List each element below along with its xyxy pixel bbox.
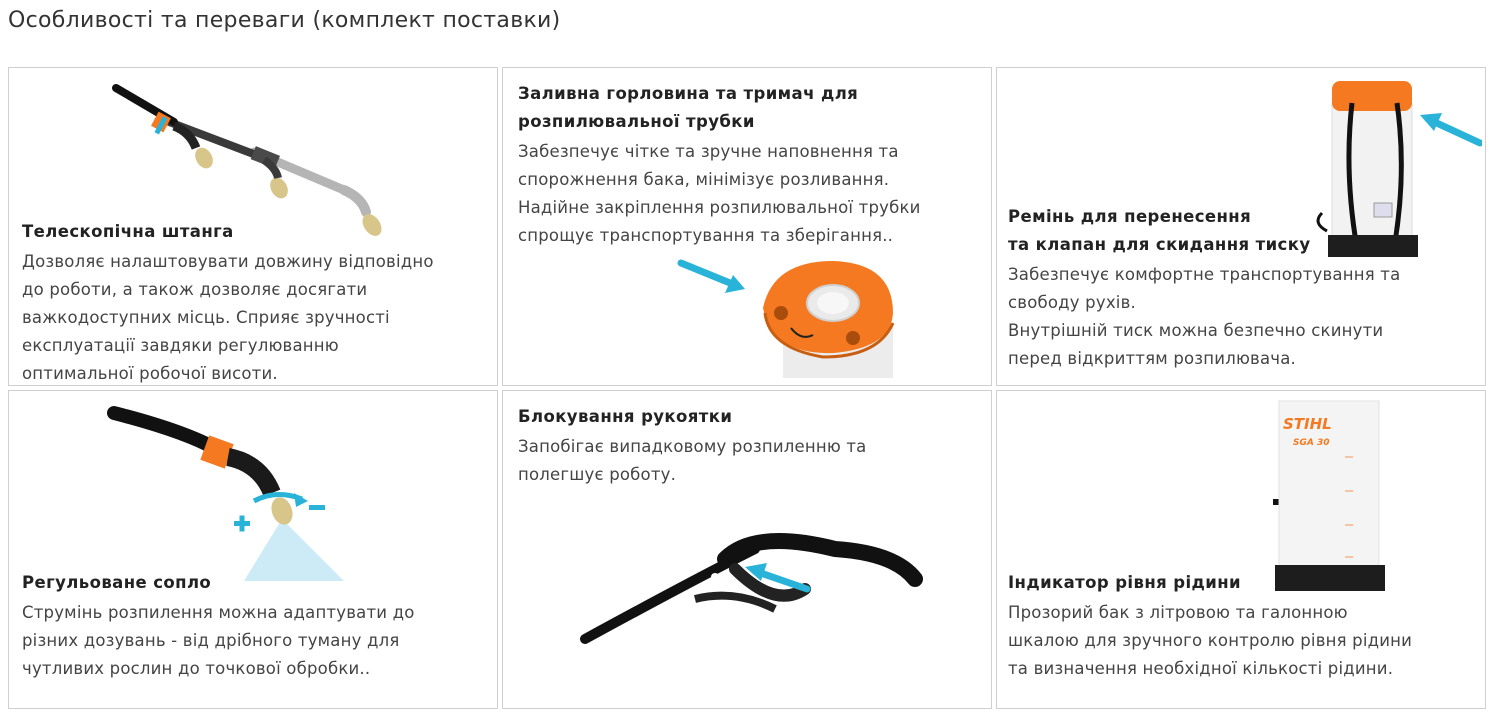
card-title: Телескопічна штанга (22, 222, 234, 241)
adjustable-nozzle-icon (104, 401, 344, 581)
card-line: Забезпечує комфортне транспортування та (1008, 265, 1401, 284)
card-line: полегшує роботу. (518, 465, 677, 484)
card-title-line: Заливна горловина та тримач для (518, 84, 859, 103)
card-line: чутливих рослин до точкової обробки.. (22, 659, 371, 678)
card-line: Дозволяє налаштовувати довжину відповідно (22, 252, 434, 271)
feature-card-fluid-level (996, 390, 1486, 709)
card-line: свободу рухів. (1008, 293, 1136, 312)
filler-neck-icon (673, 253, 913, 383)
card-line: Струмінь розпилення можна адаптувати до (22, 603, 415, 622)
fluid-level-icon (1265, 397, 1395, 592)
card-line: Забезпечує чітке та зручне наповнення та (518, 142, 899, 161)
card-title: Індикатор рівня рідини (1008, 573, 1241, 592)
feature-card-adjustable-nozzle (8, 390, 498, 709)
tank-model-label: SGA 30 (1293, 438, 1330, 448)
card-line: та визначення необхідної кількості рідини. (1008, 659, 1394, 678)
card-line: шкалою для зручного контролю рівня рідини (1008, 631, 1413, 650)
card-title: Блокування рукоятки (518, 407, 733, 426)
card-line: спрощує транспортування та зберігання.. (518, 226, 894, 245)
card-title-line: Ремінь для перенесення (1008, 207, 1252, 226)
card-line: важкодоступних місць. Сприяє зручності (22, 308, 390, 327)
feature-card-filler-neck (502, 67, 992, 386)
card-line: перед відкриттям розпилювача. (1008, 349, 1296, 368)
card-line: Надійне закріплення розпилювальної трубки (518, 198, 921, 217)
card-line: оптимальної робочої висоти. (22, 364, 278, 383)
tank-brand-label: STIHL (1283, 415, 1332, 433)
card-line: експлуатації завдяки регулюванню (22, 336, 339, 355)
card-line: різних дозувань - від дрібного туману для (22, 631, 400, 650)
card-title-line: розпилювальної трубки (518, 112, 755, 131)
card-line: Внутрішній тиск можна безпечно скинути (1008, 321, 1384, 340)
handle-lock-icon (575, 519, 935, 649)
page-title: Особливості та переваги (комплект поставки) (8, 8, 561, 33)
feature-card-handle-lock (502, 390, 992, 709)
card-title: Регульоване сопло (22, 573, 212, 592)
feature-card-strap-valve (996, 67, 1486, 386)
card-line: Прозорий бак з літровою та галонною (1008, 603, 1348, 622)
card-title-line: та клапан для скидання тиску (1008, 235, 1311, 254)
card-line: до роботи, а також дозволяє досягати (22, 280, 368, 299)
feature-card-telescopic-wand (8, 67, 498, 386)
card-line: спорожнення бака, мінімізує розливання. (518, 170, 890, 189)
card-line: Запобігає випадковому розпиленню та (518, 437, 867, 456)
